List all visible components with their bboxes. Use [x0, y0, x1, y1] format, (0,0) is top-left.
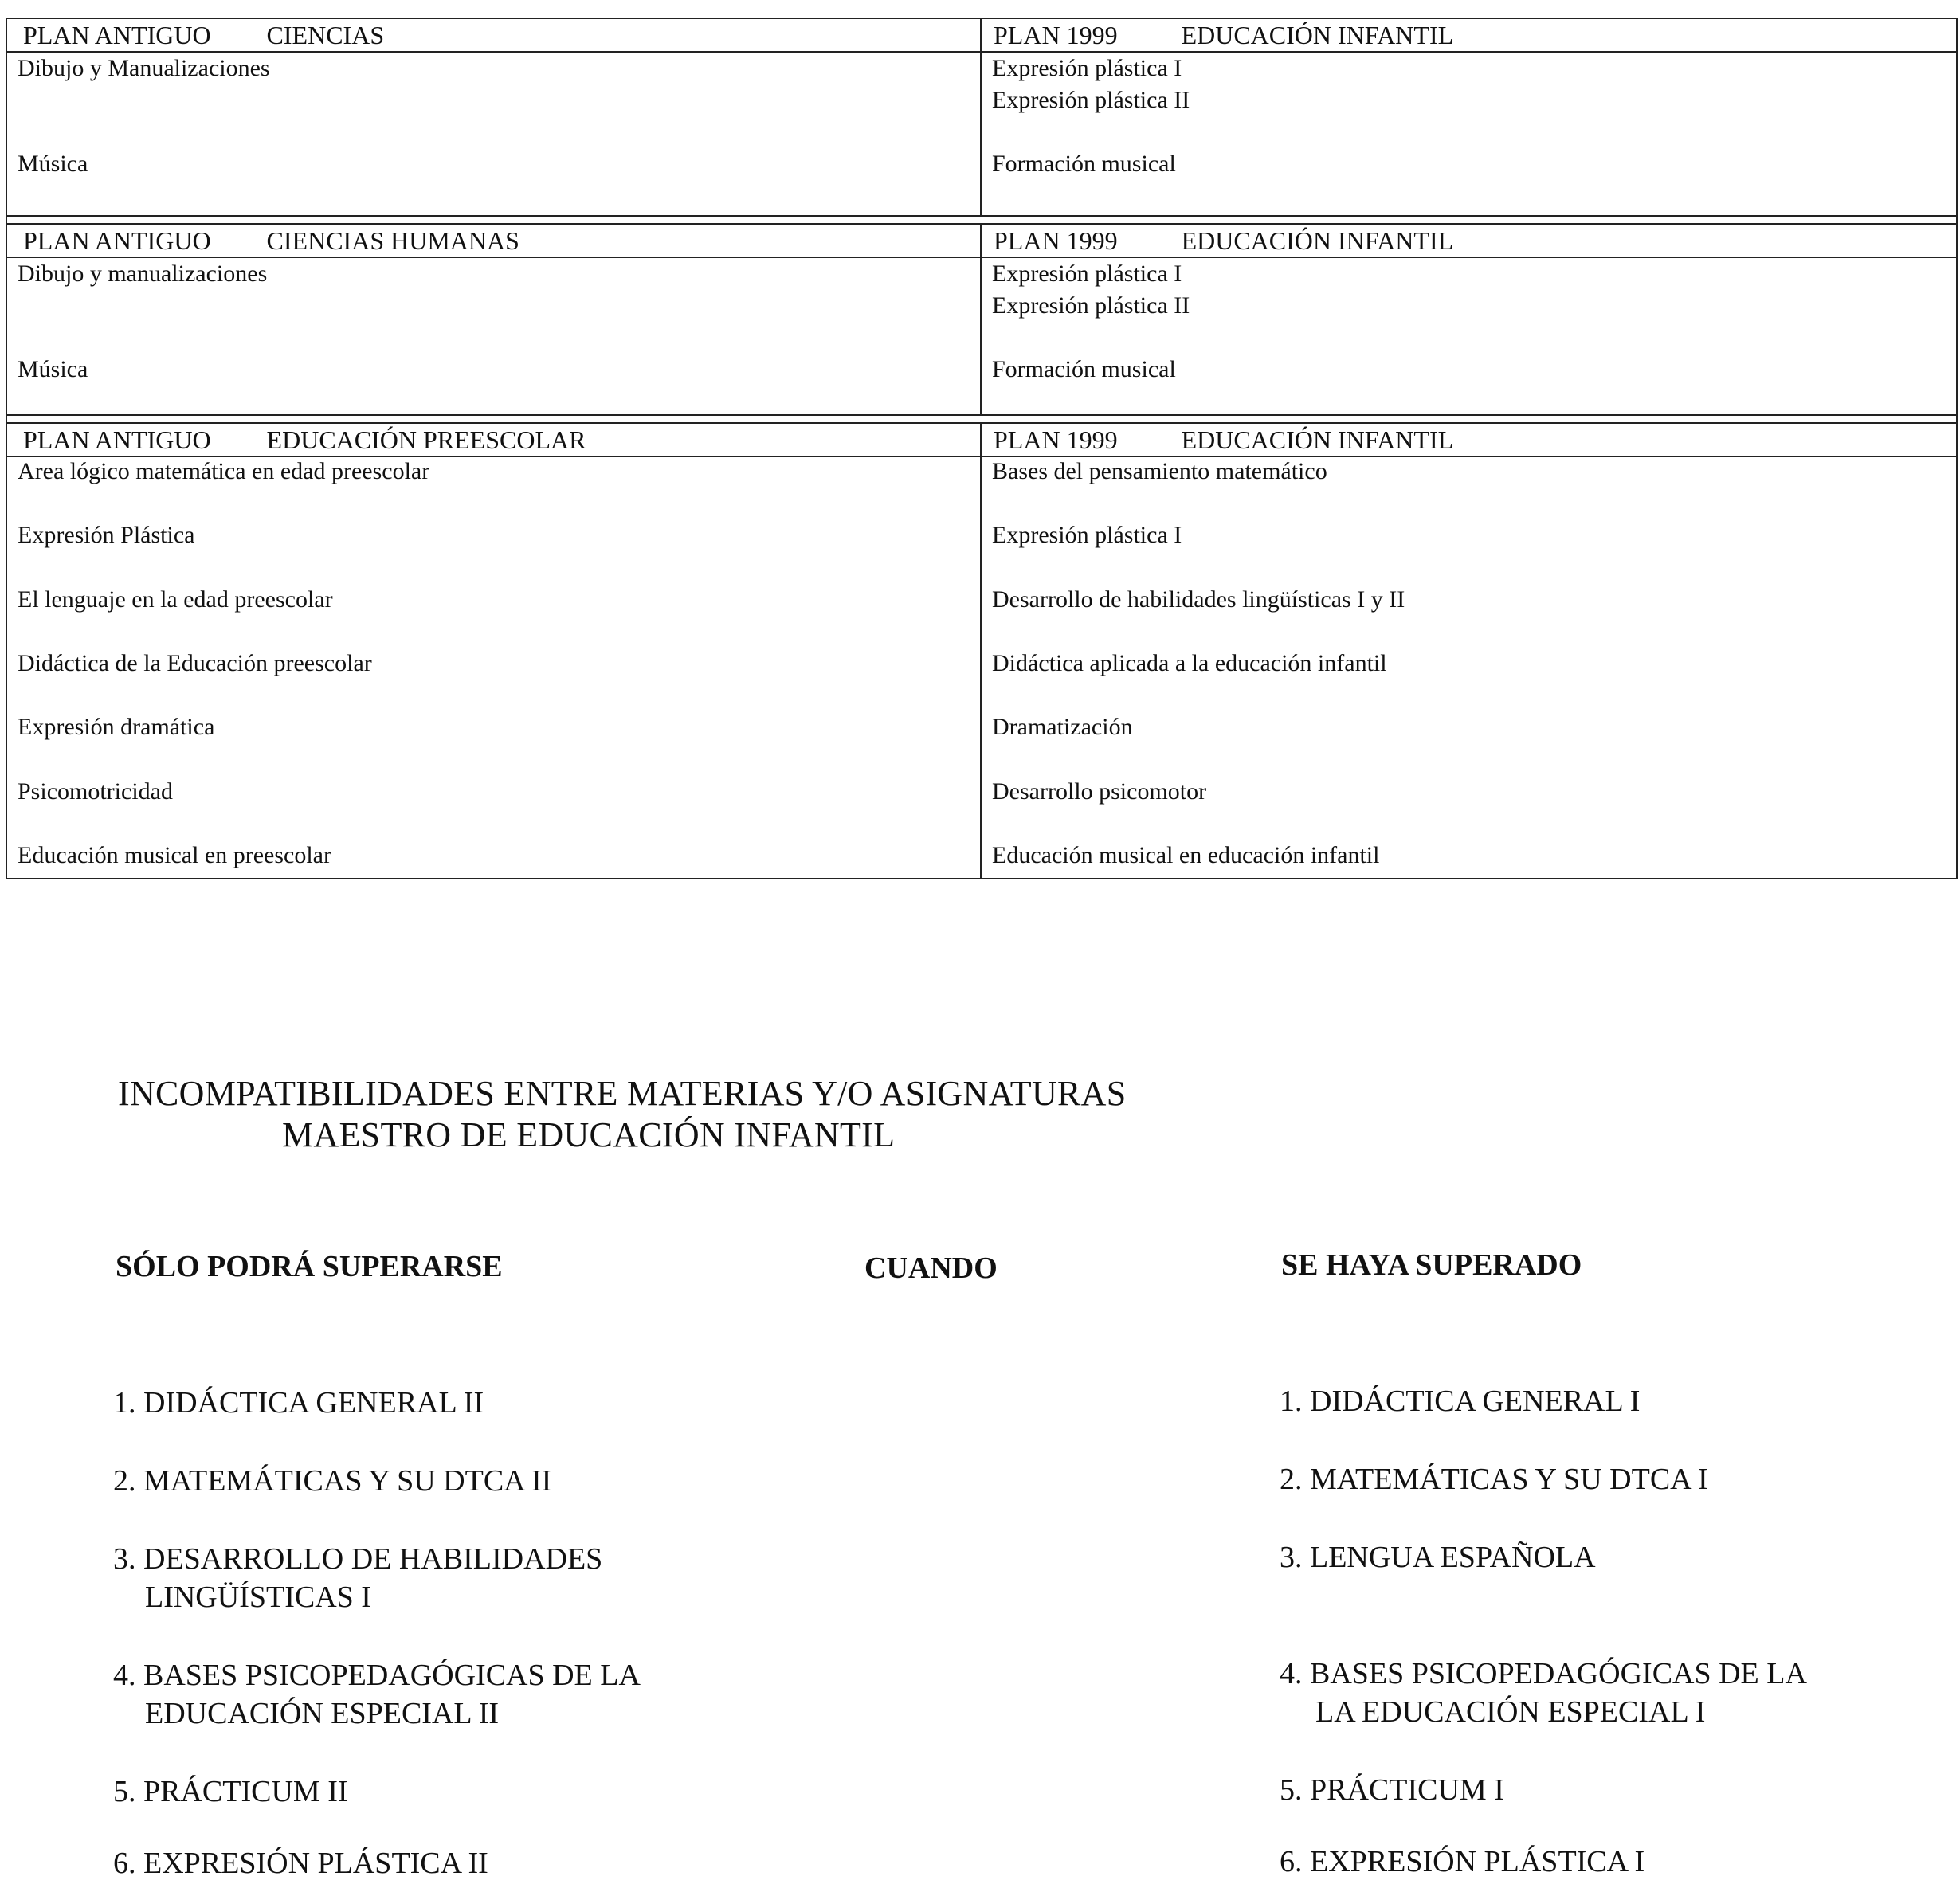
new-subject: Expresión plástica I: [992, 55, 1182, 81]
incompat-title: INCOMPATIBILIDADES ENTRE MATERIAS Y/O ASIGNATURAS: [118, 1074, 1127, 1113]
new-subject: Expresión plástica I: [992, 260, 1182, 287]
old-plan-header: PLAN ANTIGUO CIENCIAS: [7, 19, 982, 51]
new-subject: Expresión plástica II: [992, 87, 1190, 113]
incompat-right-item-4: 4. BASES PSICOPEDAGÓGICAS DE LA: [1280, 1657, 1807, 1690]
section-body-educacion-preescolar: [7, 457, 1956, 878]
new-subject: Bases del pensamiento matemático: [992, 458, 1327, 484]
old-subject: El lenguaje en la edad preescolar: [18, 586, 333, 613]
equivalence-table: [6, 18, 1958, 879]
incompat-right-item-5: 5. PRÁCTICUM I: [1280, 1773, 1504, 1807]
col-head-only-pass: SÓLO PODRÁ SUPERARSE: [116, 1250, 503, 1283]
section-body-ciencias-humanas: [7, 258, 1956, 416]
old-subject: Didáctica de la Educación preescolar: [18, 650, 372, 676]
new-subject: Expresión plástica I: [992, 522, 1182, 548]
incompat-right-item-6: 6. EXPRESIÓN PLÁSTICA I: [1280, 1845, 1645, 1878]
section-divider: [7, 416, 1956, 424]
new-subject: Formación musical: [992, 356, 1176, 382]
section-header-ciencias: [7, 19, 1956, 53]
new-plan-header: PLAN 1999 EDUCACIÓN INFANTIL: [994, 425, 1454, 454]
incompat-left-item-4-cont: EDUCACIÓN ESPECIAL II: [145, 1697, 500, 1730]
old-subject: Música: [18, 356, 88, 382]
incompat-right-item-4-cont: LA EDUCACIÓN ESPECIAL I: [1315, 1695, 1706, 1729]
old-plan-header: PLAN ANTIGUO CIENCIAS HUMANAS: [7, 225, 982, 257]
section-header-ciencias-humanas: [7, 225, 1956, 258]
new-plan-header: PLAN 1999 EDUCACIÓN INFANTIL: [994, 21, 1454, 49]
old-subject: Música: [18, 151, 88, 177]
old-subject: Educación musical en preescolar: [18, 842, 331, 868]
old-subject: Dibujo y manualizaciones: [18, 260, 268, 287]
new-subject: Desarrollo psicomotor: [992, 778, 1207, 805]
new-plan-column: [982, 53, 1956, 215]
incompat-left-item-3: 3. DESARROLLO DE HABILIDADES: [113, 1542, 603, 1576]
incompat-right-item-3: 3. LENGUA ESPAÑOLA: [1280, 1541, 1596, 1574]
new-plan-column: [982, 258, 1956, 414]
incompat-left-item-4: 4. BASES PSICOPEDAGÓGICAS DE LA: [113, 1659, 641, 1692]
col-head-passed: SE HAYA SUPERADO: [1281, 1248, 1582, 1282]
old-subject: Area lógico matemática en edad preescolar: [18, 458, 430, 484]
incompat-left-item-6: 6. EXPRESIÓN PLÁSTICA II: [113, 1847, 488, 1880]
incompat-left-item-3-cont: LINGÜÍSTICAS I: [145, 1581, 371, 1614]
new-subject: Expresión plástica II: [992, 292, 1190, 319]
incompat-subtitle: MAESTRO DE EDUCACIÓN INFANTIL: [282, 1115, 896, 1154]
old-plan-column: [7, 457, 982, 878]
section-divider: [7, 217, 1956, 225]
old-subject: Expresión Plástica: [18, 522, 195, 548]
old-plan-header: PLAN ANTIGUO EDUCACIÓN PREESCOLAR: [7, 424, 982, 456]
col-head-when: CUANDO: [864, 1251, 998, 1285]
incompat-right-item-2: 2. MATEMÁTICAS Y SU DTCA I: [1280, 1463, 1708, 1496]
new-subject: Didáctica aplicada a la educación infantil: [992, 650, 1387, 676]
new-plan-header: PLAN 1999 EDUCACIÓN INFANTIL: [994, 226, 1454, 255]
new-subject: Desarrollo de habilidades lingüísticas I y II: [992, 586, 1405, 613]
new-subject: Dramatización: [992, 714, 1133, 740]
section-header-educacion-preescolar: [7, 424, 1956, 457]
old-subject: Expresión dramática: [18, 714, 215, 740]
incompat-left-item-1: 1. DIDÁCTICA GENERAL II: [113, 1386, 484, 1420]
new-subject: Educación musical en educación infantil: [992, 842, 1380, 868]
old-plan-column: [7, 53, 982, 215]
old-subject: Psicomotricidad: [18, 778, 173, 805]
incompat-left-item-5: 5. PRÁCTICUM II: [113, 1775, 348, 1808]
old-subject: Dibujo y Manualizaciones: [18, 55, 270, 81]
old-plan-column: [7, 258, 982, 414]
new-plan-column: [982, 457, 1956, 878]
incompat-right-item-1: 1. DIDÁCTICA GENERAL I: [1280, 1385, 1641, 1418]
section-body-ciencias: [7, 53, 1956, 217]
incompat-left-item-2: 2. MATEMÁTICAS Y SU DTCA II: [113, 1464, 552, 1498]
new-subject: Formación musical: [992, 151, 1176, 177]
